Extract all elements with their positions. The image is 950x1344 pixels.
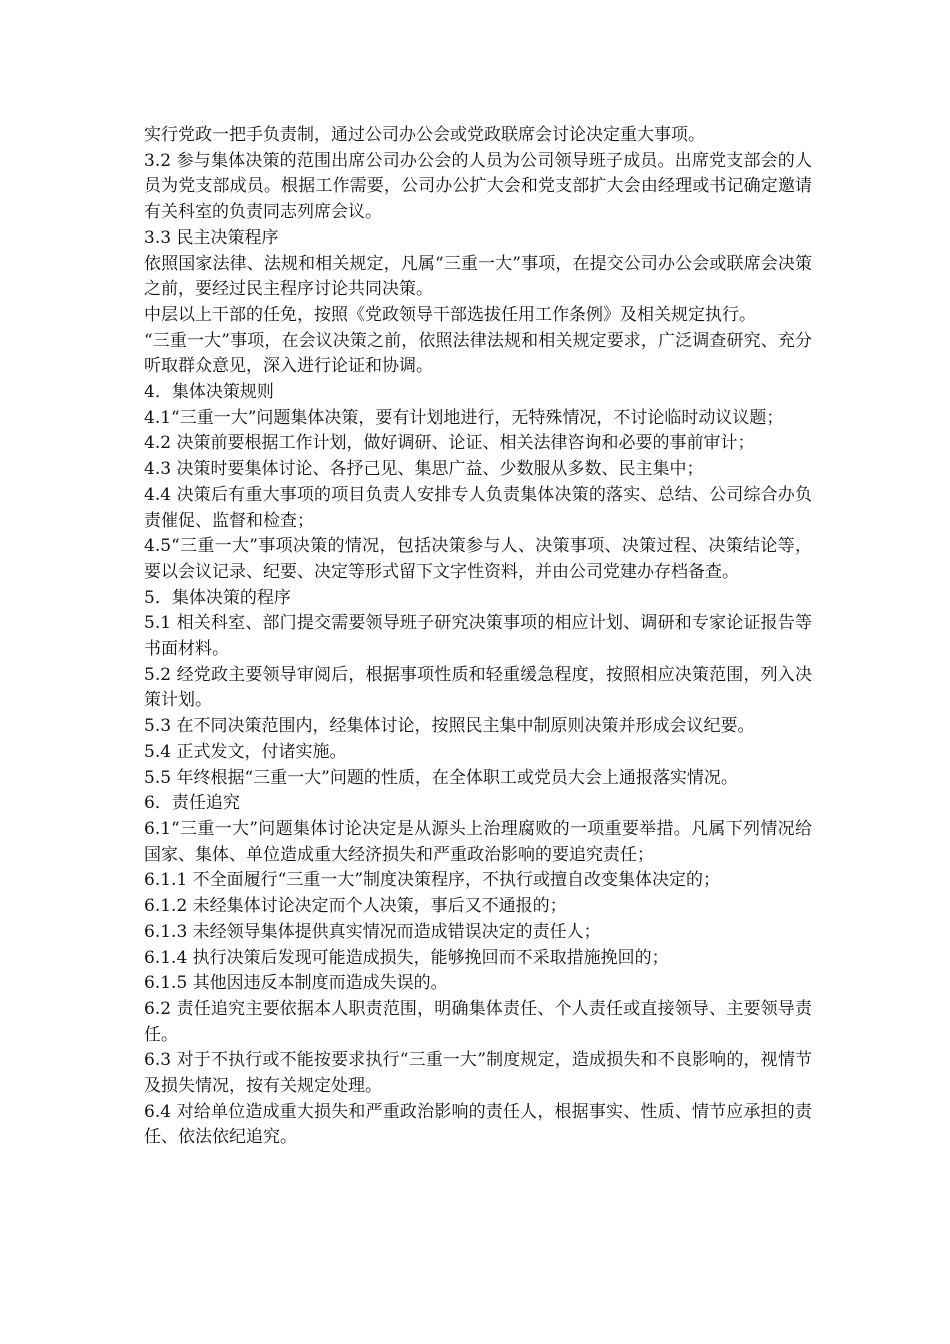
paragraph: 6.1.3 未经领导集体提供真实情况而造成错误决定的责任人； [144,921,601,942]
paragraph: 4.4 决策后有重大事项的项目负责人安排专人负责集体决策的落实、总结、公司综合办负责催促、监督和检查； [144,484,812,531]
paragraph: 6.3 对于不执行或不能按要求执行“三重一大”制度规定，造成损失和不良影响的，视情节及损失情况，按有关规定处理。 [144,1050,812,1097]
paragraph: 5.2 经党政主要领导审阅后，根据事项性质和轻重缓急程度，按照相应决策范围，列入决策计划。 [144,664,812,711]
paragraph: 4.3 决策时要集体讨论、各抒己见、集思广益、少数服从多数、民主集中； [144,459,704,480]
paragraph: 5.1 相关科室、部门提交需要领导班子研究决策事项的相应计划、调研和专家论证报告等书面材料。 [144,613,812,660]
paragraph: 6.1.4 执行决策后发现可能造成损失，能够挽回而不采取措施挽回的； [144,947,669,968]
paragraph: 6.1“三重一大”问题集体讨论决定是从源头上治理腐败的一项重要举措。凡属下列情况给国家、集体、单位造成重大经济损失和严重政治影响的要追究责任； [144,818,812,865]
section-heading: 5．集体决策的程序 [144,587,291,608]
paragraph: 4.1“三重一大”问题集体决策，要有计划地进行，无特殊情况，不讨论临时动议议题； [144,407,784,428]
section-heading: 4．集体决策规则 [144,382,274,403]
paragraph: 5.4 正式发文，付诸实施。 [144,741,347,762]
paragraph: 5.3 在不同决策范围内，经集体讨论，按照民主集中制原则决策并形成会议纪要。 [144,716,755,737]
document-body [144,123,812,1151]
paragraph: 5.5 年终根据“三重一大”问题的性质，在全体职工或党员大会上通报落实情况。 [144,767,738,788]
paragraph: 6.2 责任追究主要依据本人职责范围，明确集体责任、个人责任或直接领导、主要领导责任。 [144,998,812,1045]
paragraph: 6.4 对给单位造成重大损失和严重政治影响的责任人，根据事实、性质、情节应承担的责任、依法依纪追究。 [144,1101,812,1148]
paragraph: 6.1.2 未经集体讨论决定而个人决策，事后又不通报的； [144,896,567,917]
paragraph: “三重一大”事项，在会议决策之前，依照法律法规和相关规定要求，广泛调查研究、充分听取群众意见，深入进行论证和协调。 [144,330,812,377]
paragraph: 6.1.5 其他因违反本制度而造成失误的。 [144,973,448,994]
section-heading: 3.3 民主决策程序 [144,227,279,248]
paragraph: 4.5“三重一大”事项决策的情况，包括决策参与人、决策事项、决策过程、决策结论等，要以会议记录、纪要、决定等形式留下文字性资料，并由公司党建办存档备查。 [144,536,812,582]
section-heading: 6．责任追究 [144,793,240,814]
paragraph: 中层以上干部的任免，按照《党政领导干部选拔任用工作条例》及相关规定执行。 [144,304,756,325]
paragraph: 实行党政一把手负责制，通过公司办公会或党政联席会讨论决定重大事项。 [144,125,705,145]
paragraph: 4.2 决策前要根据工作计划，做好调研、论证、相关法律咨询和必要的事前审计； [144,433,755,454]
paragraph: 6.1.1 不全面履行“三重一大”制度决策程序，不执行或擅自改变集体决定的； [144,870,721,891]
paragraph: 3.2 参与集体决策的范围出席公司办公会的人员为公司领导班子成员。出席党支部会的人员为党支部成员。根据工作需要，公司办公扩大会和党支部扩大会由经理或书记确定邀请有关科室的负责同志列席会议。 [144,150,812,223]
paragraph: 依照国家法律、法规和相关规定，凡属“三重一大”事项，在提交公司办公会或联席会决策之前，要经过民主程序讨论共同决策。 [144,253,812,300]
